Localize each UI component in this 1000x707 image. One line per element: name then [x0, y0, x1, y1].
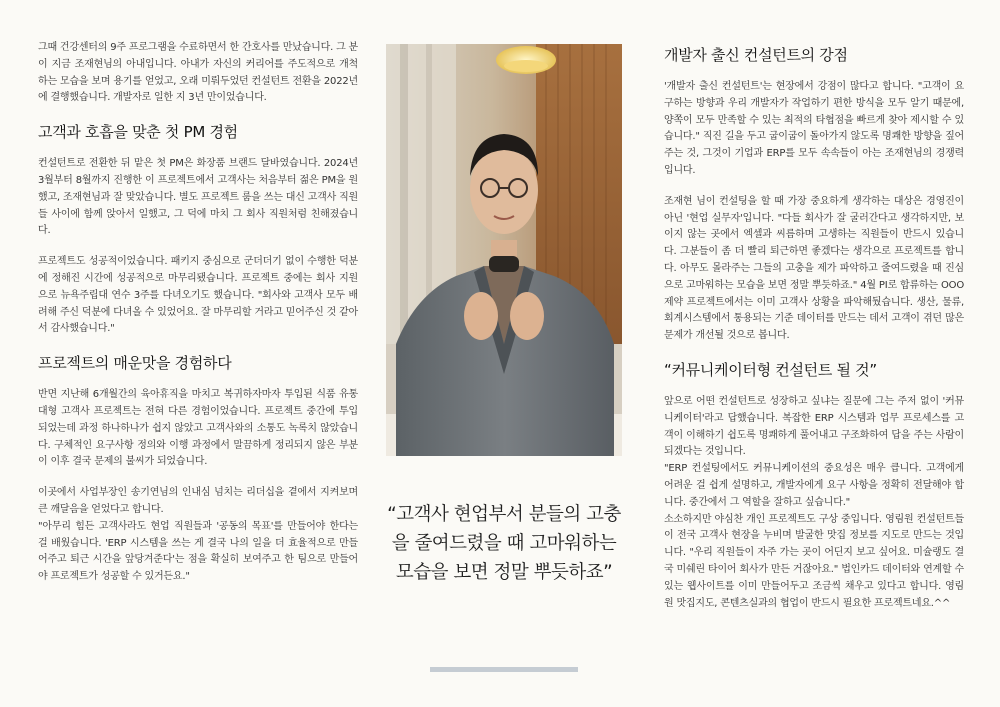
- paragraph-developer-strength: '개발자 출신 컨설턴트'는 현장에서 강점이 많다고 합니다. "고객이 요구하는 방향과 우리 개발자가 작업하기 편한 방식을 모두 알기 때문에, 양쪽이 모두 만족할 수 있는 최적의 타협점을 빠르게 찾아 제시할 수 있습니다." 직진 길을 두고 굽이굽이 돌아가지 않도록 명쾌한 방향을 짚어주는 것, 그것이 기업과 ERP를 모두 속속들이 아는 조재현님의 경쟁력입니다.: [664, 81, 964, 176]
- heading-developer-strength: 개발자 출신 컨설턴트의 강점: [664, 46, 848, 64]
- heading-tough-project: 프로젝트의 매운맛을 경험하다: [38, 354, 232, 373]
- portrait-illustration: [386, 44, 622, 456]
- paragraph-field-staff: 조재현 님이 컨설팅을 할 때 가장 중요하게 생각하는 대상은 경영진이 아닌 '현업 실무자'입니다. "다들 회사가 잘 굴러간다고 생각하지만, 보이지 않는 곳에서 엑셀과 씨름하며 고생하는 직원들이 반드시 있습니다. 그분들이 좀 더 빨리 퇴근하면 좋겠다는 생각으로 프로젝트를 합니다. 아무도 몰라주는 그들의 고충을 제가 파악하고 줄여드렸을 때 진심으로 고마워하는 모습을 보면 정말 뿌듯하죠." 4월 PI로 합류하는 OOO제약 프로젝트에서는 이미 고객사 상황을 파악해뒀습니다. 생산, 물류, 회계시스템에서 통용되는 기준 데이터를 만드는 데서 고객이 겪던 많은 문제가 개선될 것으로 봅니다.: [664, 195, 964, 342]
- paragraph-tough-project: 반면 지난해 6개월간의 육아휴직을 마치고 복귀하자마자 투입된 식품 유통 대형 고객사 프로젝트는 전혀 다른 경험이었습니다. 프로젝트 중간에 투입되었는데 과정 하나하나가 쉽지 않았고 고객사와의 소통도 녹록치 않았습니다. 구체적인 요구사항 정의와 이행 과정에서 말끔하게 정리되지 않은 부분이 이후 결국 문제의 불씨가 되었습니다.: [38, 389, 358, 468]
- quote-divider-bar: [430, 667, 578, 672]
- portrait-photo: [386, 44, 622, 456]
- left-column: [38, 40, 358, 586]
- paragraph-project-success: 프로젝트도 성공적이었습니다. 패키지 중심으로 군더더기 없이 수행한 덕분에 정해진 시간에 성공적으로 마무리됐습니다. 프로젝트 중에는 회사 지원으로 뉴욕주립대 연수 3주를 다녀오기도 했습니다. "회사와 고객사 모두 배려해 주신 덕분에 다녀올 수 있었어요. 잘 마무리할 거라고 믿어주신 것 같아서 감사했습니다.": [38, 256, 358, 335]
- heading-first-pm: 고객과 호흡을 맞춘 첫 PM 경험: [38, 123, 238, 142]
- paragraph-communication-quote: "ERP 컨설팅에서도 커뮤니케이션의 중요성은 매우 큽니다. 고객에게 어려운 걸 쉽게 설명하고, 개발자에게 요구 사항을 정확히 전달해야 합니다. 중간에서 그 역할을 잘하고 싶습니다.": [664, 463, 964, 508]
- paragraph-intro: 그때 건강센터의 9주 프로그램을 수료하면서 한 간호사를 만났습니다. 그 분이 지금 조재현님의 아내입니다. 아내가 자신의 커리어를 주도적으로 개척하는 모습을 보며 용기를 얻었고, 오래 미뤄두었던 컨설턴트 전환을 2022년에 결행했습니다. 개발자로 일한 지 3년 만이었습니다.: [38, 42, 358, 104]
- paragraph-first-pm: 컨설턴트로 전환한 뒤 맡은 첫 PM은 화장품 브랜드 달바였습니다. 2024년 3월부터 8월까지 진행한 이 프로젝트에서 고객사는 처음부터 젊은 PM을 원했고, 조재현님과 잘 맞았습니다. 별도 프로젝트 룸을 쓰는 대신 고객사 직원들 사이에 함께 앉아서 일했고, 그 덕에 마치 그 회사 직원처럼 친해졌습니다.: [38, 158, 358, 237]
- right-column: [664, 44, 964, 612]
- paragraph-leadership-quote: "아무리 힘든 고객사라도 현업 직원들과 '공동의 목표'를 만들어야 한다는 걸 배웠습니다. 'ERP 시스템을 쓰는 게 결국 나의 일을 더 효율적으로 만들어주고 퇴근 시간을 앞당겨준다'는 점을 확실히 보여주고 한 팀으로 만들어야 프로젝트가 성공할 수 있거든요.": [38, 520, 358, 583]
- pull-quote: “고객사 현업부서 분들의 고충을 줄여드렸을 때 고마워하는 모습을 보면 정말 뿌듯하죠”: [387, 504, 621, 583]
- heading-communicator: “커뮤니케이터형 컨설턴트 될 것”: [664, 360, 877, 379]
- paragraph-communicator: 앞으로 어떤 컨설턴트로 성장하고 싶냐는 질문에 그는 주저 없이 '커뮤니케이터'라고 답했습니다. 복잡한 ERP 시스템과 업무 프로세스를 고객이 이해하기 쉽도록 명쾌하게 풀어내고 구조화하여 답을 주는 사람이 되겠다는 것입니다.: [664, 395, 964, 458]
- paragraph-leadership: 이곳에서 사업부장인 송기연님의 인내심 넘치는 리더십을 곁에서 지켜보며 큰 깨달음을 얻었다고 합니다.: [38, 487, 358, 515]
- paragraph-side-project: 소소하지만 야심찬 개인 프로젝트도 구상 중입니다. 영림원 컨설턴트들이 전국 고객사 현장을 누비며 발굴한 맛집 정보를 지도로 만드는 것입니다. "우리 직원들이 자주 가는 곳이 어딘지 보고 싶어요. 미슐랭도 결국 미쉐린 타이어 회사가 만든 거잖아요." 법인카드 데이터와 연계할 수 있는 웹사이트를 이미 만들어두고 조금씩 채우고 있다고 합니다. 영림원 맛집지도, 콘텐츠실과의 협업이 반드시 필요한 프로젝트네요.^^: [664, 513, 964, 609]
